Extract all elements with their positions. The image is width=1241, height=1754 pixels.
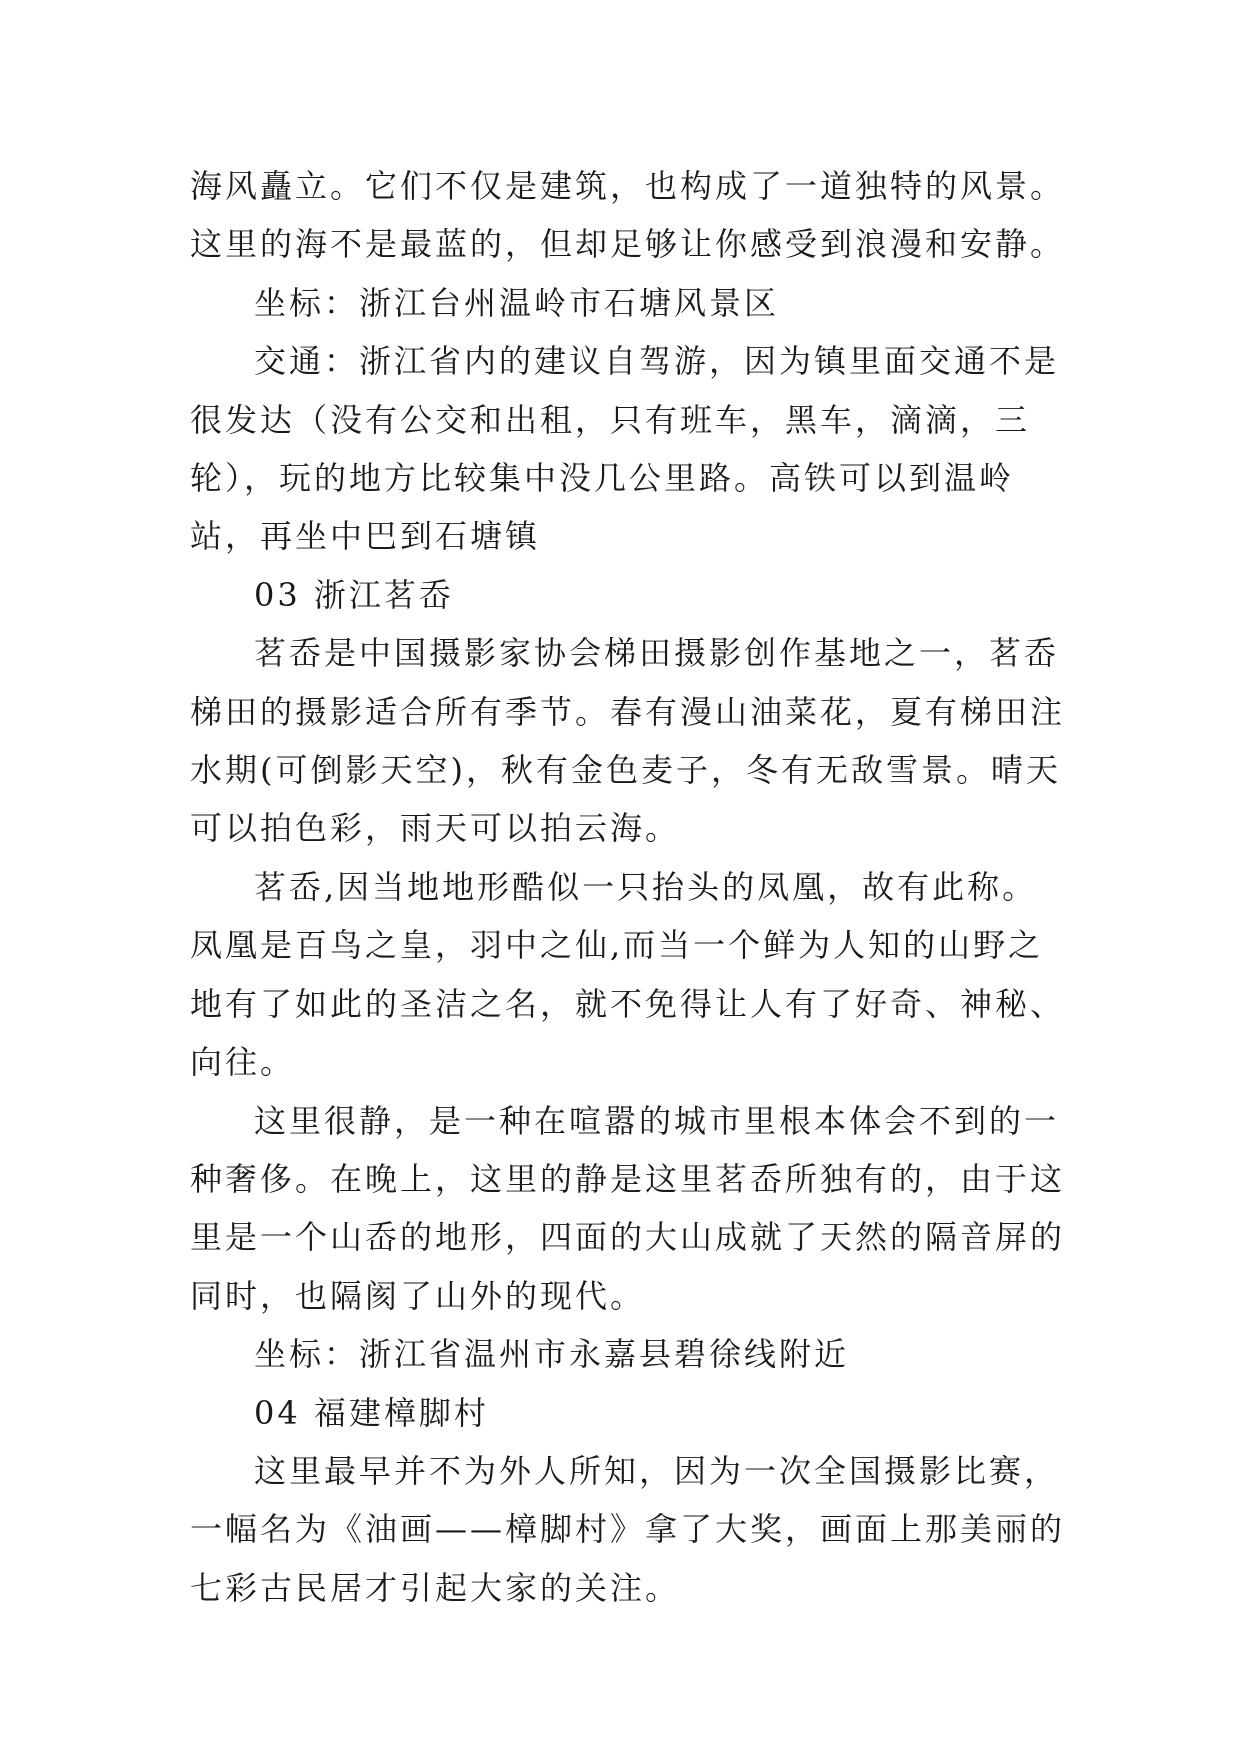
paragraph-mingao-quiet: 这里很静，是一种在喧嚣的城市里根本体会不到的一种奢侈。在晚上，这里的静是这里茗岙所独有的，由于这里是一个山岙的地形，四面的大山成就了天然的隔音屏的同时，也隔阂了山外的现代。 xyxy=(190,1101,1066,1315)
paragraph-continuation: 海风矗立。它们不仅是建筑，也构成了一道独特的风景。这里的海不是最蓝的，但却足够让你感受到浪漫和安静。 xyxy=(190,167,1066,264)
document-body xyxy=(190,157,1070,1617)
paragraph-mingao-intro: 茗岙是中国摄影家协会梯田摄影创作基地之一，茗岙梯田的摄影适合所有季节。春有漫山油菜花，夏有梯田注水期(可倒影天空)，秋有金色麦子，冬有无敌雪景。晴天可以拍色彩，雨天可以拍云海。 xyxy=(190,634,1066,848)
paragraph-location-shitang: 坐标：浙江台州温岭市石塘风景区 xyxy=(254,283,780,322)
paragraph-zhangjiao-intro: 这里最早并不为外人所知，因为一次全国摄影比赛，一幅名为《油画——樟脚村》拿了大奖，画面上那美丽的七彩古民居才引起大家的关注。 xyxy=(190,1451,1066,1607)
paragraph-mingao-name: 茗岙,因当地地形酷似一只抬头的凤凰，故有此称。凤凰是百鸟之皇，羽中之仙,而当一个鲜为人知的山野之地有了如此的圣洁之名，就不免得让人有了好奇、神秘、向往。 xyxy=(190,867,1066,1082)
section-heading-04: 04 福建樟脚村 xyxy=(254,1393,489,1432)
section-heading-03: 03 浙江茗岙 xyxy=(254,575,454,614)
paragraph-transport: 交通：浙江省内的建议自驾游，因为镇里面交通不是很发达（没有公交和出租，只有班车，黑车，滴滴，三轮），玩的地方比较集中没几公里路。高铁可以到温岭站，再坐中巴到石塘镇 xyxy=(190,342,1060,556)
paragraph-location-mingao: 坐标：浙江省温州市永嘉县碧徐线附近 xyxy=(254,1335,850,1374)
